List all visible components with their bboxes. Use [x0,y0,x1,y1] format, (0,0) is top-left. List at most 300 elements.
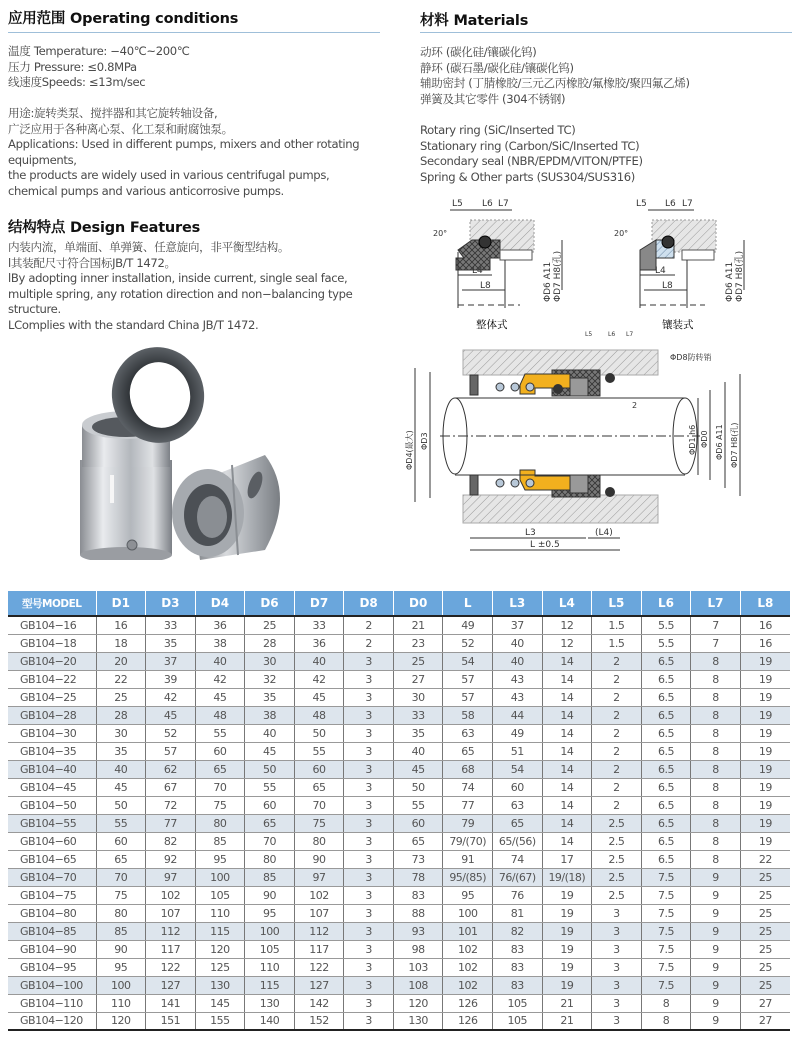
model-cell: GB104−25 [8,688,96,706]
table-row [8,994,790,1012]
value-cell: 95 [245,904,295,922]
table-row [8,814,790,832]
value-cell: 18 [96,634,146,652]
speed-line: 线速度Speeds: ≤13m/sec [8,75,146,90]
value-cell: 75 [195,796,245,814]
value-cell: 112 [294,922,344,940]
value-cell: 67 [146,778,196,796]
value-cell: 75 [294,814,344,832]
value-cell: 60 [493,778,543,796]
value-cell: 6.5 [641,724,691,742]
value-cell: 55 [195,724,245,742]
value-cell: 3 [344,688,394,706]
value-cell: 8 [641,1012,691,1030]
assembly-drawing [400,330,800,560]
model-cell: GB104−100 [8,976,96,994]
dim-L7: L7 [682,199,693,209]
inserted-type-diagram [614,199,745,331]
column-header-l: L [443,591,493,616]
value-cell: 16 [740,634,790,652]
column-header-model: 型号MODEL [8,591,96,616]
value-cell: 21 [542,994,592,1012]
model-cell: GB104−85 [8,922,96,940]
value-cell: 7.5 [641,886,691,904]
value-cell: 17 [542,850,592,868]
value-cell: 33 [146,616,196,634]
value-cell: 3 [344,814,394,832]
value-cell: 28 [245,634,295,652]
value-cell: 110 [245,958,295,976]
value-cell: 79/(70) [443,832,493,850]
value-cell: 112 [146,922,196,940]
value-cell: 9 [691,994,741,1012]
value-cell: 8 [691,742,741,760]
integral-type-caption: 整体式 [476,319,508,331]
value-cell: 14 [542,688,592,706]
material-line: 弹簧及其它零件 (304不锈钢) [420,91,566,106]
value-cell: 25 [393,652,443,670]
installation-diagrams [400,190,800,340]
dim-D7: ΦD7 H8(孔) [730,422,739,468]
value-cell: 8 [691,688,741,706]
value-cell: 80 [96,904,146,922]
value-cell: 3 [592,976,642,994]
section-divider [8,32,380,33]
product-photo [60,345,300,560]
value-cell: 12 [542,634,592,652]
material-line: Secondary seal (NBR/EPDM/VITON/PTFE) [420,154,643,169]
value-cell: 19 [740,742,790,760]
value-cell: 3 [344,778,394,796]
value-cell: 14 [542,742,592,760]
value-cell: 9 [691,940,741,958]
value-cell: 19 [740,796,790,814]
dim-D0: ΦD0 [700,430,709,448]
value-cell: 65 [294,778,344,796]
value-cell: 19 [542,886,592,904]
table-row [8,922,790,940]
operating-params [8,44,388,91]
value-cell: 130 [195,976,245,994]
value-cell: 40 [493,652,543,670]
value-cell: 75 [96,886,146,904]
value-cell: 3 [592,994,642,1012]
value-cell: 8 [691,778,741,796]
value-cell: 97 [146,868,196,886]
material-line: 辅助密封 (丁腈橡胶/三元乙丙橡胶/氟橡胶/聚四氟乙烯) [420,76,690,91]
material-line: 静环 (碳石墨/碳化硅/镶碳化钨) [420,60,574,75]
value-cell: 70 [195,778,245,796]
value-cell: 79 [443,814,493,832]
value-cell: 45 [195,688,245,706]
value-cell: 3 [344,742,394,760]
value-cell: 40 [195,652,245,670]
dim-angle: 20° [614,229,629,238]
section-divider [420,32,792,33]
value-cell: 3 [344,940,394,958]
material-line: Rotary ring (SiC/Inserted TC) [420,123,576,137]
design-features-text [8,240,398,334]
column-header-l5: L5 [592,591,642,616]
value-cell: 9 [691,922,741,940]
value-cell: 37 [493,616,543,634]
value-cell: 2.5 [592,832,642,850]
value-cell: 3 [344,724,394,742]
value-cell: 14 [542,814,592,832]
value-cell: 52 [443,634,493,652]
value-cell: 6.5 [641,796,691,814]
model-cell: GB104−30 [8,724,96,742]
value-cell: 9 [691,976,741,994]
model-cell: GB104−45 [8,778,96,796]
dim-D6: ΦD6 A11 [715,424,724,460]
table-row [8,832,790,850]
value-cell: 25 [740,904,790,922]
table-row [8,940,790,958]
table-row [8,670,790,688]
model-cell: GB104−90 [8,940,96,958]
value-cell: 151 [146,1012,196,1030]
value-cell: 3 [344,976,394,994]
value-cell: 19 [542,976,592,994]
value-cell: 50 [294,724,344,742]
model-cell: GB104−18 [8,634,96,652]
column-header-d1: D1 [96,591,146,616]
value-cell: 7.5 [641,922,691,940]
value-cell: 3 [592,922,642,940]
value-cell: 16 [740,616,790,634]
value-cell: 95/(85) [443,868,493,886]
table-row [8,688,790,706]
value-cell: 77 [443,796,493,814]
model-cell: GB104−16 [8,616,96,634]
value-cell: 2 [592,652,642,670]
value-cell: 1.5 [592,634,642,652]
table-row [8,868,790,886]
value-cell: 21 [542,1012,592,1030]
value-cell: 3 [344,832,394,850]
value-cell: 152 [294,1012,344,1030]
value-cell: 19 [740,814,790,832]
value-cell: 82 [146,832,196,850]
value-cell: 16 [96,616,146,634]
value-cell: 93 [393,922,443,940]
model-cell: GB104−110 [8,994,96,1012]
value-cell: 100 [96,976,146,994]
value-cell: 19 [740,832,790,850]
value-cell: 19 [740,760,790,778]
column-header-d8: D8 [344,591,394,616]
value-cell: 76 [493,886,543,904]
value-cell: 85 [245,868,295,886]
value-cell: 117 [294,940,344,958]
value-cell: 55 [96,814,146,832]
value-cell: 54 [443,652,493,670]
value-cell: 2.5 [592,868,642,886]
value-cell: 7.5 [641,976,691,994]
table-row [8,1012,790,1030]
value-cell: 7.5 [641,868,691,886]
value-cell: 85 [195,832,245,850]
value-cell: 9 [691,868,741,886]
value-cell: 7.5 [641,958,691,976]
value-cell: 6.5 [641,742,691,760]
dim-L5: L5 [452,199,463,209]
applications-text [8,106,398,200]
value-cell: 62 [146,760,196,778]
value-cell: 51 [493,742,543,760]
value-cell: 3 [344,670,394,688]
value-cell: 115 [195,922,245,940]
value-cell: 40 [96,760,146,778]
value-cell: 126 [443,994,493,1012]
value-cell: 65 [96,850,146,868]
model-cell: GB104−75 [8,886,96,904]
value-cell: 33 [393,706,443,724]
value-cell: 90 [245,886,295,904]
value-cell: 48 [294,706,344,724]
value-cell: 35 [96,742,146,760]
value-cell: 32 [245,670,295,688]
model-cell: GB104−60 [8,832,96,850]
value-cell: 36 [294,634,344,652]
model-cell: GB104−20 [8,652,96,670]
value-cell: 65 [245,814,295,832]
value-cell: 88 [393,904,443,922]
dim-L8: L8 [662,281,673,291]
value-cell: 82 [493,922,543,940]
value-cell: 83 [493,940,543,958]
model-cell: GB104−28 [8,706,96,724]
column-header-d4: D4 [195,591,245,616]
value-cell: 57 [443,670,493,688]
model-cell: GB104−22 [8,670,96,688]
value-cell: 90 [96,940,146,958]
table-row [8,976,790,994]
value-cell: 91 [443,850,493,868]
value-cell: 3 [344,760,394,778]
value-cell: 48 [195,706,245,724]
value-cell: 6.5 [641,706,691,724]
value-cell: 98 [393,940,443,958]
table-row [8,742,790,760]
table-row [8,616,790,634]
value-cell: 120 [393,994,443,1012]
value-cell: 125 [195,958,245,976]
materials-cn [420,45,800,107]
value-cell: 27 [393,670,443,688]
value-cell: 70 [294,796,344,814]
value-cell: 122 [146,958,196,976]
value-cell: 80 [245,850,295,868]
value-cell: 130 [245,994,295,1012]
seal-cylinder-right [172,455,280,560]
value-cell: 42 [146,688,196,706]
value-cell: 70 [96,868,146,886]
dim-L6: L6 [608,331,616,338]
value-cell: 38 [245,706,295,724]
value-cell: 30 [245,652,295,670]
value-cell: 127 [146,976,196,994]
value-cell: 19 [740,724,790,742]
value-cell: 49 [493,724,543,742]
value-cell: 22 [96,670,146,688]
inserted-type-caption: 镶装式 [662,319,694,331]
value-cell: 55 [245,778,295,796]
app-line: the products are widely used in various centrifugal pumps, [8,168,330,183]
value-cell: 90 [294,850,344,868]
model-cell: GB104−65 [8,850,96,868]
value-cell: 25 [740,868,790,886]
dim-L4: L4 [472,266,483,276]
dim-L3: L3 [525,528,536,538]
value-cell: 5.5 [641,634,691,652]
dim-L4: (L4) [595,528,613,538]
value-cell: 65/(56) [493,832,543,850]
column-header-l7: L7 [691,591,741,616]
column-header-d3: D3 [146,591,196,616]
value-cell: 55 [393,796,443,814]
value-cell: 2.5 [592,814,642,832]
value-cell: 102 [294,886,344,904]
value-cell: 3 [344,706,394,724]
value-cell: 9 [691,904,741,922]
dim-L8: L8 [480,281,491,291]
value-cell: 100 [195,868,245,886]
column-header-l4: L4 [542,591,592,616]
table-row [8,850,790,868]
material-line: Spring & Other parts (SUS304/SUS316) [420,169,635,184]
table-body [8,616,790,1030]
materials-en [420,123,800,185]
dim-L: L ±0.5 [530,540,560,550]
value-cell: 65 [195,760,245,778]
spec-table [8,591,790,1031]
value-cell: 97 [294,868,344,886]
table-row [8,706,790,724]
value-cell: 7.5 [641,904,691,922]
value-cell: 122 [294,958,344,976]
operating-conditions-title: 应用范围 Operating conditions [8,11,239,27]
value-cell: 73 [393,850,443,868]
value-cell: 80 [294,832,344,850]
value-cell: 9 [691,886,741,904]
value-cell: 8 [691,814,741,832]
value-cell: 63 [443,724,493,742]
app-line: Applications: Used in different pumps, mixers and other rotating [8,137,360,152]
value-cell: 57 [443,688,493,706]
value-cell: 117 [146,940,196,958]
value-cell: 19 [740,778,790,796]
value-cell: 14 [542,724,592,742]
value-cell: 95 [443,886,493,904]
value-cell: 19 [740,670,790,688]
design-line: lBy adopting inner installation, inside current, single seal face, [8,271,348,286]
value-cell: 30 [96,724,146,742]
value-cell: 102 [443,940,493,958]
model-cell: GB104−40 [8,760,96,778]
table-row [8,904,790,922]
value-cell: 42 [195,670,245,688]
value-cell: 27 [740,1012,790,1030]
value-cell: 2.5 [592,850,642,868]
model-cell: GB104−70 [8,868,96,886]
value-cell: 8 [691,706,741,724]
value-cell: 8 [691,724,741,742]
value-cell: 14 [542,796,592,814]
value-cell: 43 [493,688,543,706]
value-cell: 20 [96,652,146,670]
value-cell: 110 [195,904,245,922]
value-cell: 60 [393,814,443,832]
value-cell: 77 [146,814,196,832]
value-cell: 8 [691,670,741,688]
value-cell: 33 [294,616,344,634]
value-cell: 50 [245,760,295,778]
value-cell: 19 [740,688,790,706]
value-cell: 25 [740,922,790,940]
value-cell: 38 [195,634,245,652]
value-cell: 40 [493,634,543,652]
value-cell: 43 [493,670,543,688]
value-cell: 49 [443,616,493,634]
column-header-l3: L3 [493,591,543,616]
design-line: structure. [8,302,61,317]
value-cell: 3 [592,904,642,922]
value-cell: 50 [96,796,146,814]
value-cell: 25 [740,886,790,904]
value-cell: 12 [542,616,592,634]
value-cell: 3 [344,904,394,922]
value-cell: 2 [592,706,642,724]
table-row [8,958,790,976]
value-cell: 100 [245,922,295,940]
value-cell: 92 [146,850,196,868]
value-cell: 3 [344,850,394,868]
value-cell: 7 [691,634,741,652]
value-cell: 6.5 [641,850,691,868]
value-cell: 60 [245,796,295,814]
value-cell: 102 [146,886,196,904]
value-cell: 19 [542,958,592,976]
value-cell: 81 [493,904,543,922]
value-cell: 142 [294,994,344,1012]
value-cell: 14 [542,670,592,688]
app-line: 用途:旋转类泵、搅拌器和其它旋转轴设备, [8,106,218,120]
value-cell: 3 [344,868,394,886]
value-cell: 110 [96,994,146,1012]
value-cell: 126 [443,1012,493,1030]
dim-L7: L7 [498,199,509,209]
dim-D8: ΦD8防转销 [670,353,712,362]
column-header-l6: L6 [641,591,691,616]
column-header-l8: L8 [740,591,790,616]
value-cell: 65 [393,832,443,850]
value-cell: 6.5 [641,688,691,706]
material-line: Stationary ring (Carbon/SiC/Inserted TC) [420,138,640,153]
value-cell: 76/(67) [493,868,543,886]
value-cell: 141 [146,994,196,1012]
value-cell: 120 [195,940,245,958]
table-row [8,724,790,742]
value-cell: 25 [740,976,790,994]
value-cell: 36 [195,616,245,634]
value-cell: 3 [344,922,394,940]
value-cell: 83 [393,886,443,904]
value-cell: 107 [146,904,196,922]
value-cell: 60 [195,742,245,760]
dim-D6: ΦD6 A11 [725,261,735,302]
